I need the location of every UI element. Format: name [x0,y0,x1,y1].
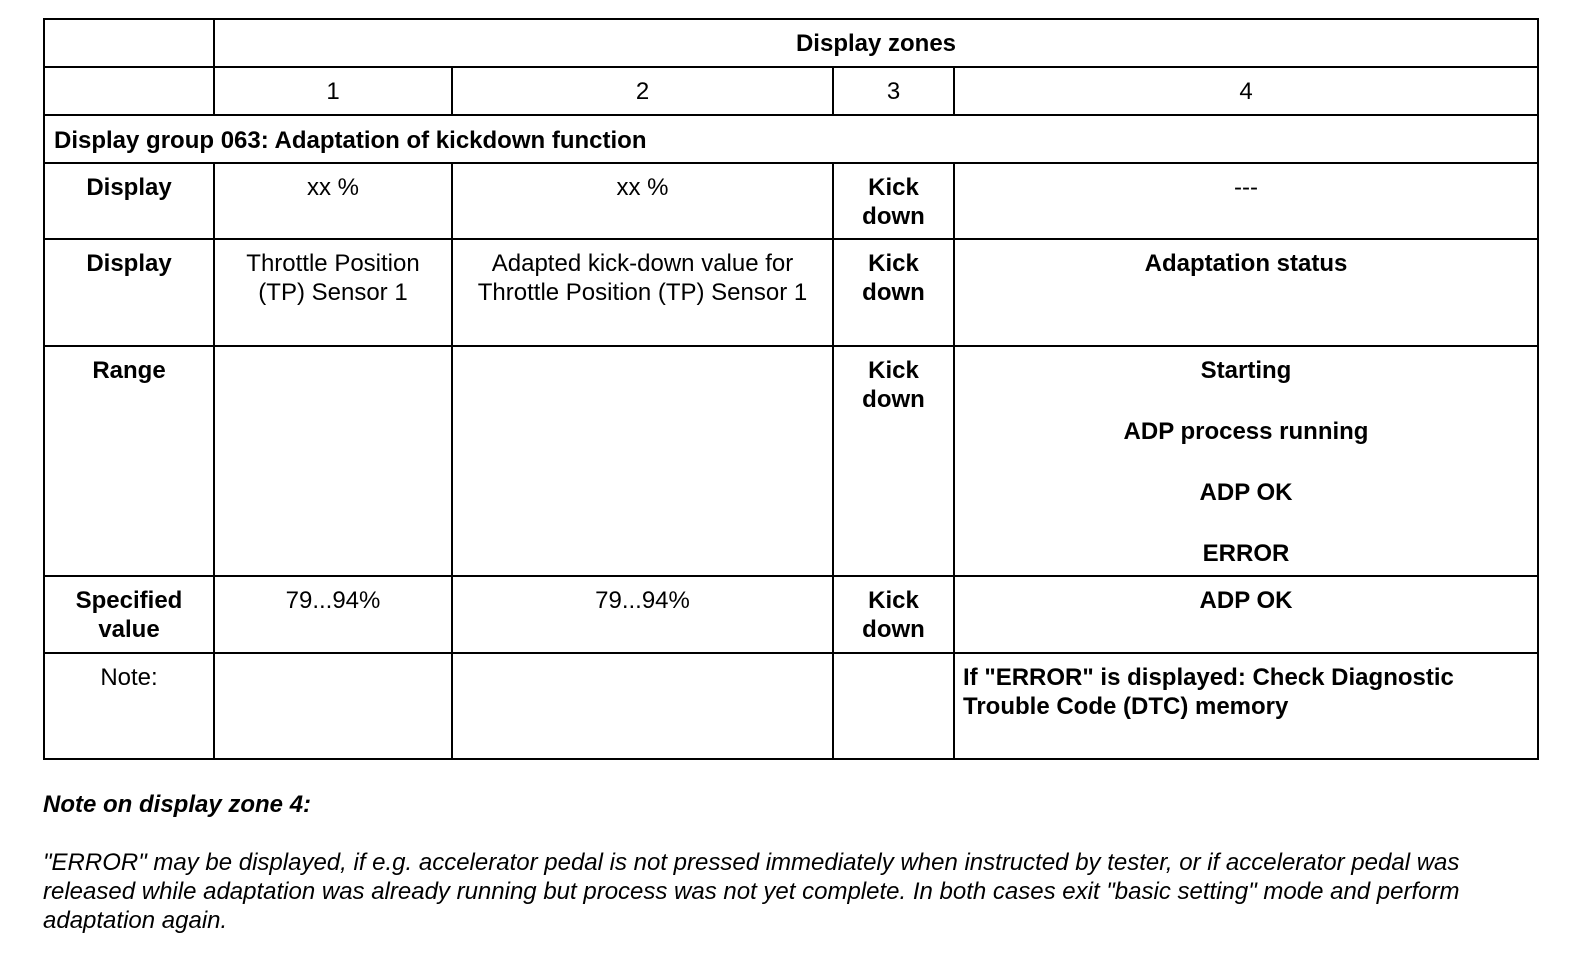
row-label-range: Range [44,346,214,576]
range-zone4 [954,346,1538,576]
specified-zone1: 79...94% [214,576,452,653]
display1-zone2: xx % [452,163,833,239]
zone-number-row [44,67,1538,115]
range-value-starting: Starting [1200,357,1292,384]
row-label-display: Display [44,239,214,346]
note-zone3 [833,653,954,759]
row-label-note: Note: [44,653,214,759]
zone-number-1: 1 [214,67,452,115]
table-row [44,346,1538,576]
display-group-table [43,18,1539,760]
display2-zone1: Throttle Position (TP) Sensor 1 [214,239,452,346]
range-value-error: ERROR [1202,540,1290,567]
range-value-ok: ADP OK [1199,479,1293,506]
zone-number-3: 3 [833,67,954,115]
group-title-row [44,115,1538,163]
note-zone4: If "ERROR" is displayed: Check Diagnostic Trouble Code (DTC) memory [954,653,1538,759]
display2-zone4: Adaptation status [954,239,1538,346]
table-row [44,576,1538,653]
display2-zone2: Adapted kick-down value for Throttle Position (TP) Sensor 1 [452,239,833,346]
specified-zone4: ADP OK [954,576,1538,653]
range-zone2 [452,346,833,576]
zone4-note-section [43,790,1533,935]
zone-number-empty-cell [44,67,214,115]
header-empty-cell [44,19,214,67]
note-zone1 [214,653,452,759]
range-value-running: ADP process running [1123,418,1369,445]
display-zones-header: Display zones [214,19,1538,67]
display2-zone3: Kick down [833,239,954,346]
display1-zone1: xx % [214,163,452,239]
specified-zone3: Kick down [833,576,954,653]
note-title: Note on display zone 4: [43,791,312,818]
zone-number-2: 2 [452,67,833,115]
table-row [44,163,1538,239]
header-row [44,19,1538,67]
display1-zone3: Kick down [833,163,954,239]
zone-number-4: 4 [954,67,1538,115]
table-row [44,653,1538,759]
display1-zone4: --- [954,163,1538,239]
note-zone2 [452,653,833,759]
table-row [44,239,1538,346]
row-label-display: Display [44,163,214,239]
group-title: Display group 063: Adaptation of kickdown function [44,115,1538,163]
note-body: "ERROR" may be displayed, if e.g. accelerator pedal is not pressed immediately when instructed by tester, or if accelerator pedal was released while adaptation was already running but process was not yet complete. In both cases exit "basic setting" mode and perform adaptation again. [43,849,1460,934]
range-zone1 [214,346,452,576]
specified-zone2: 79...94% [452,576,833,653]
range-zone3: Kick down [833,346,954,576]
row-label-specified-value: Specified value [44,576,214,653]
